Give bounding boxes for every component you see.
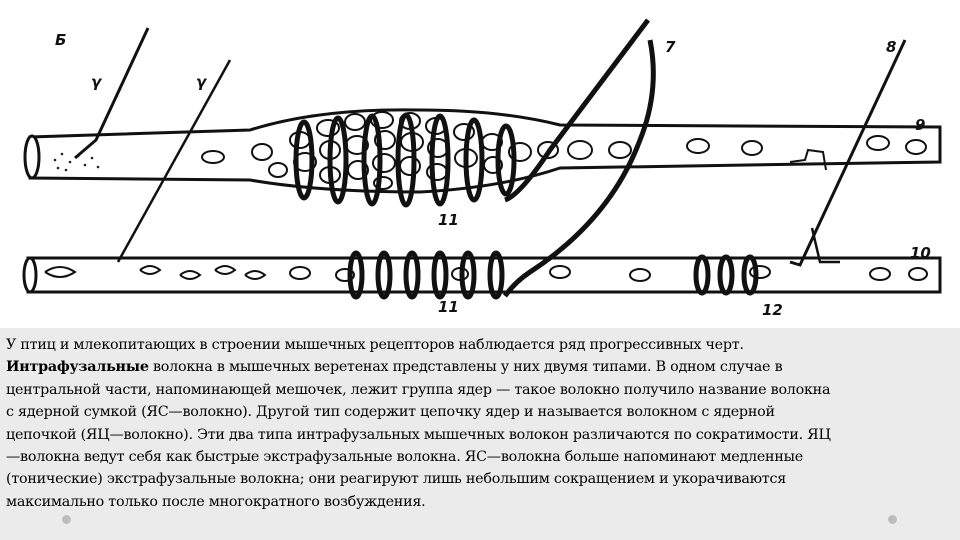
label-11-top: 11	[438, 211, 459, 229]
text-line-5: цепочкой (ЯЦ—волокно). Эти два типа интрафузальных мышечных волокон различаются по сократимости. ЯЦ	[6, 426, 831, 443]
slide-corner-dot-right	[888, 515, 897, 524]
label-gamma-2: γ	[196, 73, 207, 91]
text-line-1: У птиц и млекопитающих в строении мышечных рецепторов наблюдается ряд прогрессивных черт.	[6, 337, 744, 353]
description-paragraph	[6, 334, 954, 513]
label-7: 7	[665, 38, 676, 56]
label-b: Б	[55, 31, 67, 49]
text-panel	[0, 328, 960, 540]
label-9: 9	[915, 116, 926, 134]
upper-fiber-outline	[30, 110, 940, 192]
lower-fiber-cut-end	[24, 258, 36, 292]
text-line-4: с ядерной сумкой (ЯС—волокно). Другой тип содержит цепочку ядер и называется волокном с ядерной	[6, 404, 775, 421]
text-line-3: центральной части, напоминающей мешочек, лежит группа ядер — такое волокно получило название волокна	[6, 381, 831, 398]
text-line-2: волокна в мышечных веретенах представлены у них двумя типами. В одном случае в	[148, 359, 783, 376]
slide-corner-dot-left	[62, 515, 71, 524]
text-line-8: максимально только после многократного возбуждения.	[6, 493, 426, 510]
label-8: 8	[886, 38, 897, 56]
text-line-7: (тонические) экстрафузальные волокна; они реагируют лишь небольшим сокращением и укорачиваются	[6, 471, 786, 488]
lower-fiber-outline	[28, 258, 940, 292]
bold-term: Интрафузальные	[6, 359, 149, 376]
text-line-6: —волокна ведут себя как быстрые экстрафузальные волокна. ЯС—волокна больше напоминают медленные	[6, 449, 803, 466]
upper-fiber-cut-end	[25, 136, 39, 178]
label-10: 10	[910, 244, 931, 262]
label-11-bottom: 11	[438, 298, 459, 316]
label-gamma-1: γ	[91, 73, 102, 91]
label-12: 12	[762, 301, 783, 319]
